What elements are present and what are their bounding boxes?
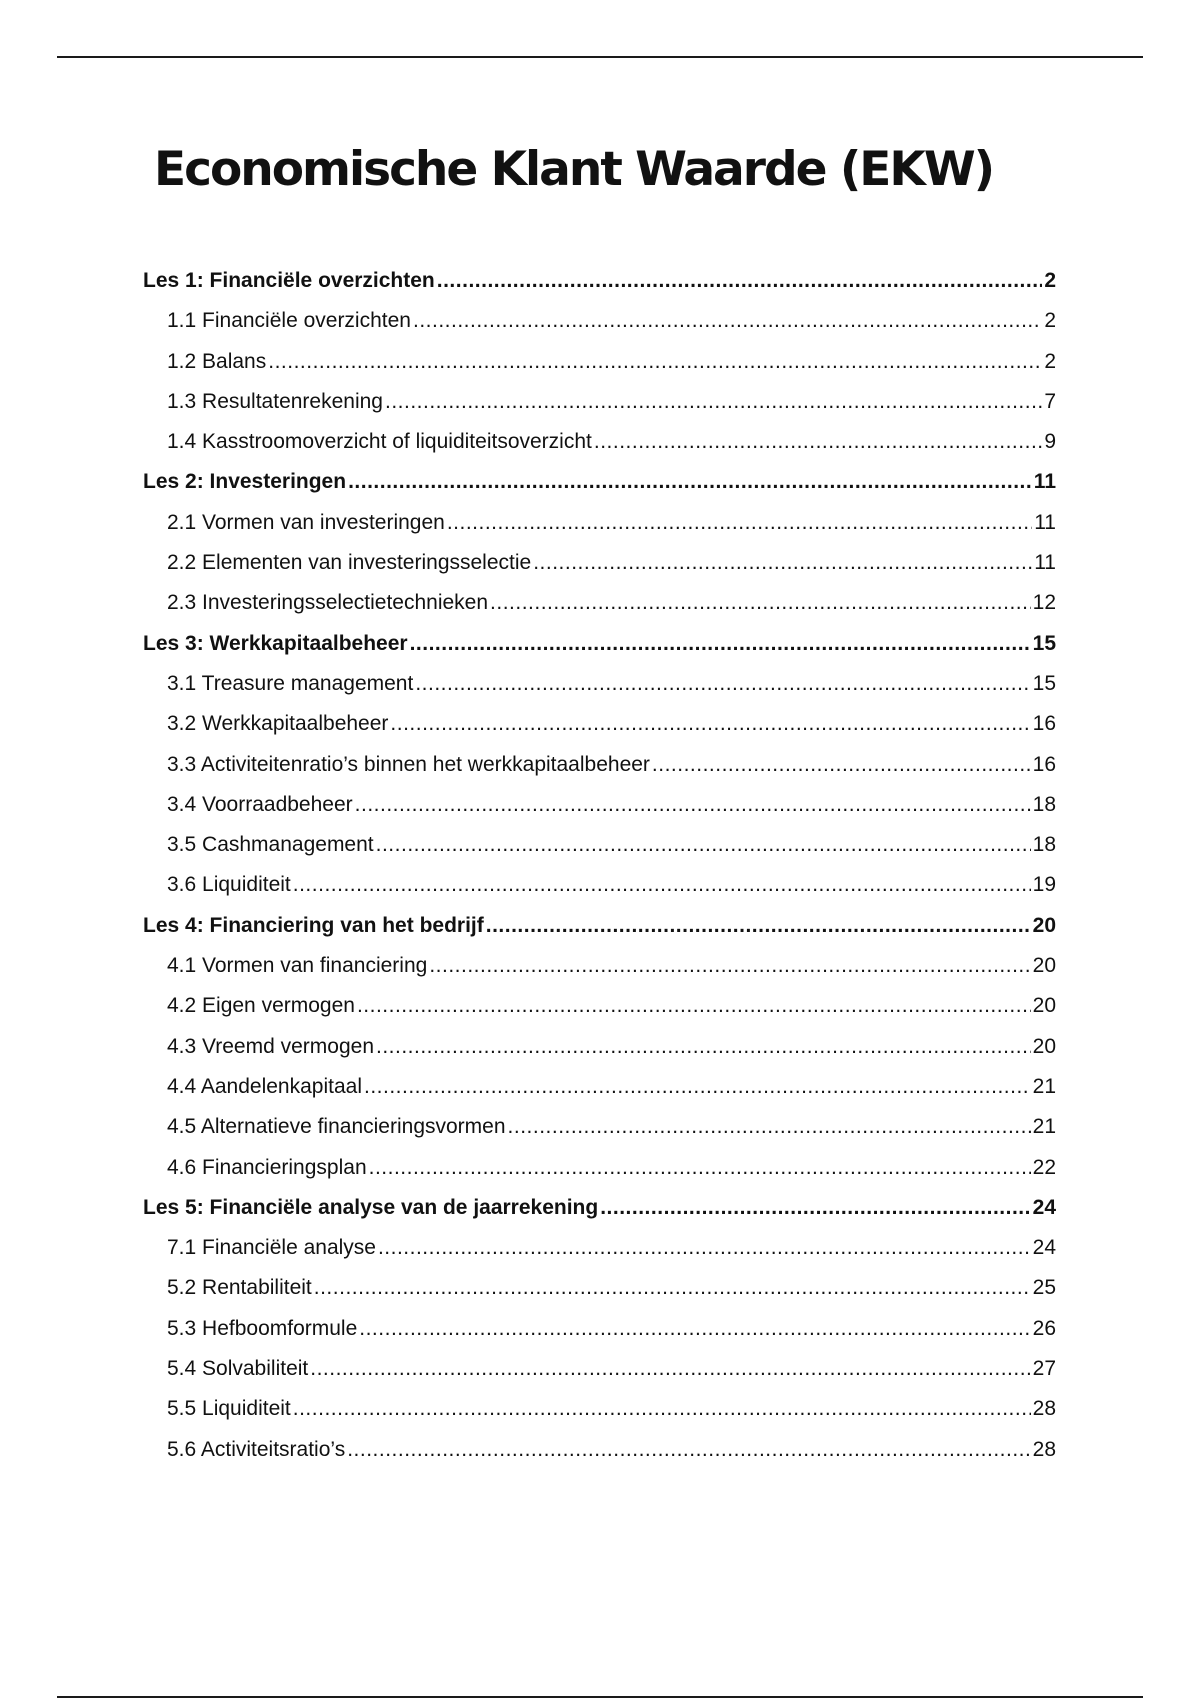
- toc-section-entry[interactable]: [143, 1070, 1056, 1110]
- toc-section-entry[interactable]: [143, 707, 1056, 747]
- toc-section-entry[interactable]: [143, 385, 1056, 425]
- toc-entry-label: Les 2: Investeringen: [143, 470, 347, 494]
- toc-chapter-entry[interactable]: [143, 909, 1056, 949]
- toc-dot-leader: [369, 1151, 1031, 1185]
- toc-entry-label: 3.1 Treasure management: [167, 671, 414, 695]
- toc-page-number: 12: [1032, 591, 1056, 615]
- toc-page-number: 18: [1032, 792, 1056, 816]
- toc-page-number: 27: [1032, 1357, 1056, 1381]
- toc-page-number: 15: [1032, 671, 1056, 695]
- toc-entry-label: Les 4: Financiering van het bedrijf: [143, 913, 484, 937]
- toc-entry-label: 3.6 Liquiditeit: [167, 873, 291, 897]
- toc-entry-label: 5.6 Activiteitsratio’s: [167, 1437, 346, 1461]
- toc-entry-label: 5.2 Rentabiliteit: [167, 1276, 312, 1300]
- header-rule: [57, 56, 1143, 58]
- toc-section-entry[interactable]: [143, 1151, 1056, 1191]
- toc-entry-label: 5.3 Hefboomformule: [167, 1316, 358, 1340]
- toc-section-entry[interactable]: [143, 788, 1056, 828]
- toc-entry-label: 3.2 Werkkapitaalbeheer: [167, 712, 389, 736]
- toc-page-number: 24: [1032, 1236, 1056, 1260]
- toc-entry-label: 1.1 Financiële overzichten: [167, 309, 411, 333]
- toc-dot-leader: [293, 1392, 1031, 1426]
- toc-entry-label: Les 5: Financiële analyse van de jaarrekening: [143, 1195, 599, 1219]
- toc-page-number: 7: [1044, 389, 1056, 413]
- toc-dot-leader: [447, 506, 1032, 540]
- toc-page-number: 20: [1032, 954, 1056, 978]
- toc-chapter-entry[interactable]: [143, 465, 1056, 505]
- toc-page-number: 25: [1032, 1276, 1056, 1300]
- toc-section-entry[interactable]: [143, 1352, 1056, 1392]
- toc-dot-leader: [357, 989, 1031, 1023]
- toc-dot-leader: [385, 385, 1042, 419]
- toc-dot-leader: [429, 949, 1030, 983]
- toc-section-entry[interactable]: [143, 949, 1056, 989]
- toc-dot-leader: [376, 1030, 1031, 1064]
- toc-entry-label: 4.1 Vormen van financiering: [167, 954, 428, 978]
- toc-dot-leader: [293, 868, 1031, 902]
- toc-entry-label: 2.3 Investeringsselectietechnieken: [167, 591, 489, 615]
- toc-section-entry[interactable]: [143, 586, 1056, 626]
- toc-dot-leader: [378, 1231, 1031, 1265]
- toc-entry-label: Les 3: Werkkapitaalbeheer: [143, 631, 408, 655]
- toc-dot-leader: [533, 546, 1032, 580]
- toc-page-number: 2: [1044, 349, 1056, 373]
- toc-entry-label: 4.2 Eigen vermogen: [167, 994, 355, 1018]
- toc-entry-label: 4.4 Aandelenkapitaal: [167, 1074, 362, 1098]
- toc-page-number: 20: [1032, 994, 1056, 1018]
- toc-section-entry[interactable]: [143, 546, 1056, 586]
- toc-dot-leader: [437, 264, 1043, 298]
- toc-page-number: 22: [1032, 1155, 1056, 1179]
- toc-dot-leader: [355, 788, 1031, 822]
- toc-dot-leader: [410, 627, 1031, 661]
- toc-entry-label: 3.3 Activiteitenratio’s binnen het werkkapitaalbeheer: [167, 752, 650, 776]
- toc-dot-leader: [490, 586, 1031, 620]
- toc-dot-leader: [413, 304, 1042, 338]
- toc-section-entry[interactable]: [143, 1231, 1056, 1271]
- toc-section-entry[interactable]: [143, 345, 1056, 385]
- toc-section-entry[interactable]: [143, 425, 1056, 465]
- toc-page-number: 2: [1044, 269, 1056, 292]
- toc-dot-leader: [486, 909, 1031, 943]
- toc-page-number: 11: [1034, 551, 1056, 575]
- toc-entry-label: 2.2 Elementen van investeringsselectie: [167, 551, 532, 575]
- toc-page-number: 21: [1032, 1074, 1056, 1098]
- toc-page-number: 28: [1032, 1437, 1056, 1461]
- toc-entry-label: 1.3 Resultatenrekening: [167, 389, 383, 413]
- toc-dot-leader: [314, 1271, 1031, 1305]
- toc-section-entry[interactable]: [143, 506, 1056, 546]
- toc-section-entry[interactable]: [143, 989, 1056, 1029]
- toc-section-entry[interactable]: [143, 828, 1056, 868]
- toc-page-number: 15: [1032, 631, 1056, 655]
- toc-chapter-entry[interactable]: [143, 264, 1056, 304]
- toc-entry-label: 2.1 Vormen van investeringen: [167, 510, 445, 534]
- toc-page-number: 9: [1044, 430, 1056, 454]
- toc-page-number: 11: [1034, 510, 1056, 534]
- toc-dot-leader: [415, 667, 1030, 701]
- toc-chapter-entry[interactable]: [143, 1191, 1056, 1231]
- toc-dot-leader: [268, 345, 1042, 379]
- toc-entry-label: 5.5 Liquiditeit: [167, 1397, 291, 1421]
- toc-section-entry[interactable]: [143, 1271, 1056, 1311]
- toc-page-number: 18: [1032, 833, 1056, 857]
- document-title: Economische Klant Waarde (EKW): [154, 142, 994, 197]
- toc-page-number: 28: [1032, 1397, 1056, 1421]
- toc-section-entry[interactable]: [143, 1312, 1056, 1352]
- toc-page-number: 16: [1032, 752, 1056, 776]
- toc-entry-label: 1.2 Balans: [167, 349, 267, 373]
- toc-dot-leader: [376, 828, 1031, 862]
- toc-entry-label: 4.6 Financieringsplan: [167, 1155, 367, 1179]
- toc-dot-leader: [652, 748, 1031, 782]
- toc-dot-leader: [364, 1070, 1031, 1104]
- toc-section-entry[interactable]: [143, 1392, 1056, 1432]
- toc-dot-leader: [347, 1433, 1030, 1467]
- toc-page-number: 16: [1032, 712, 1056, 736]
- toc-page-number: 20: [1032, 1034, 1056, 1058]
- toc-page-number: 2: [1044, 309, 1056, 333]
- toc-page-number: 11: [1033, 470, 1056, 494]
- toc-page-number: 21: [1032, 1115, 1056, 1139]
- toc-entry-label: 3.4 Voorraadbeheer: [167, 792, 353, 816]
- toc-section-entry[interactable]: [143, 667, 1056, 707]
- toc-dot-leader: [310, 1352, 1030, 1386]
- toc-section-entry[interactable]: [143, 304, 1056, 344]
- toc-section-entry[interactable]: [143, 868, 1056, 908]
- toc-page-number: 26: [1032, 1316, 1056, 1340]
- footer-rule: [57, 1696, 1143, 1698]
- toc-page-number: 19: [1032, 873, 1056, 897]
- toc-page-number: 20: [1032, 913, 1056, 937]
- toc-entry-label: 4.5 Alternatieve financieringsvormen: [167, 1115, 506, 1139]
- toc-entry-label: 7.1 Financiële analyse: [167, 1236, 376, 1260]
- toc-page-number: 24: [1032, 1195, 1056, 1219]
- toc-dot-leader: [359, 1312, 1030, 1346]
- toc-entry-label: 4.3 Vreemd vermogen: [167, 1034, 374, 1058]
- toc-entry-label: 3.5 Cashmanagement: [167, 833, 374, 857]
- toc-dot-leader: [348, 465, 1032, 499]
- toc-dot-leader: [594, 425, 1042, 459]
- toc-entry-label: 1.4 Kasstroomoverzicht of liquiditeitsoverzicht: [167, 430, 592, 454]
- toc-entry-label: 5.4 Solvabiliteit: [167, 1357, 309, 1381]
- toc-section-entry[interactable]: [143, 1110, 1056, 1150]
- toc-chapter-entry[interactable]: [143, 627, 1056, 667]
- toc-dot-leader: [390, 707, 1030, 741]
- toc-entry-label: Les 1: Financiële overzichten: [143, 269, 435, 292]
- toc-section-entry[interactable]: [143, 1030, 1056, 1070]
- table-of-contents: [143, 264, 1056, 1473]
- toc-dot-leader: [508, 1110, 1031, 1144]
- toc-section-entry[interactable]: [143, 1433, 1056, 1473]
- toc-dot-leader: [600, 1191, 1030, 1225]
- toc-section-entry[interactable]: [143, 748, 1056, 788]
